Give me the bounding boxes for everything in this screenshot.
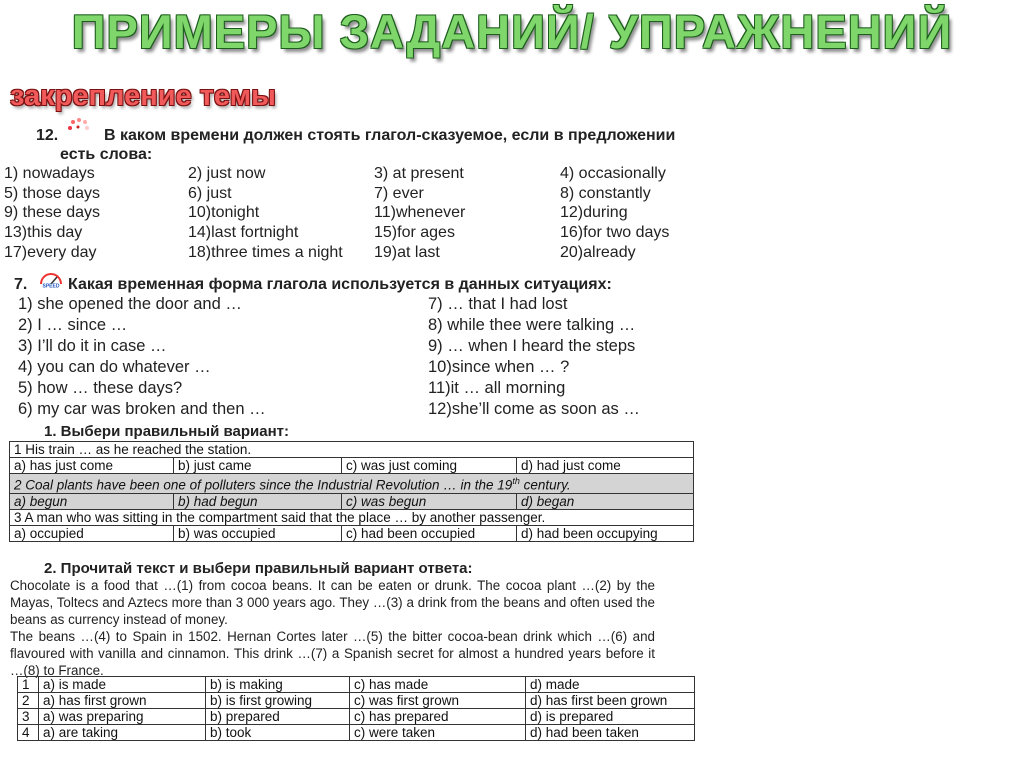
row-number: 4 xyxy=(18,725,39,741)
task12-number: 12. xyxy=(36,127,59,144)
list-item: 10)tonight xyxy=(188,204,260,221)
list-item: 11)it … all morning xyxy=(428,379,566,397)
list-item: 2) just now xyxy=(188,165,266,182)
list-item: 15)for ages xyxy=(374,224,455,241)
option-cell[interactable]: d) is prepared xyxy=(526,709,695,725)
option-cell[interactable]: b) took xyxy=(206,725,350,741)
option-cell[interactable]: d) had been occupying xyxy=(517,525,694,541)
row-number: 1 xyxy=(18,677,39,693)
option-cell[interactable]: a) begun xyxy=(10,493,174,509)
table-row xyxy=(10,442,694,458)
dots-loader-icon xyxy=(64,116,92,136)
table-row xyxy=(18,693,695,709)
option-cell[interactable]: b) is making xyxy=(206,677,350,693)
list-item: 14)last fortnight xyxy=(188,224,299,241)
list-item: 3) at present xyxy=(374,165,464,182)
question-cell: 3 A man who was sitting in the compartment said that the place … by another passenger. xyxy=(10,509,694,525)
list-item: 5) those days xyxy=(4,185,101,202)
list-item: 4) you can do whatever … xyxy=(18,358,211,376)
exercise2-table xyxy=(17,676,695,741)
exercise2-heading: 2. Прочитай текст и выбери правильный вариант ответа: xyxy=(44,560,473,577)
question-cell: 2 Coal plants have been one of polluters since the Industrial Revolution … in the 19th century. xyxy=(10,474,694,494)
list-item: 10)since when … ? xyxy=(428,358,570,376)
list-item: 3) I’ll do it in case … xyxy=(18,337,167,355)
option-cell[interactable]: d) has first been grown xyxy=(526,693,695,709)
list-item: 8) constantly xyxy=(560,185,651,202)
table-row xyxy=(10,458,694,474)
option-cell[interactable]: b) is first growing xyxy=(206,693,350,709)
list-item: 16)for two days xyxy=(560,224,670,241)
row-number: 3 xyxy=(18,709,39,725)
list-item: 6) just xyxy=(188,185,232,202)
list-item: 12)during xyxy=(560,204,628,221)
option-cell[interactable]: d) made xyxy=(526,677,695,693)
list-item: 6) my car was broken and then … xyxy=(18,400,266,418)
option-cell[interactable]: c) were taken xyxy=(350,725,526,741)
list-item: 5) how … these days? xyxy=(18,379,183,397)
list-item: 11)whenever xyxy=(374,204,466,221)
option-cell[interactable]: c) has made xyxy=(350,677,526,693)
list-item: 9) these days xyxy=(4,204,101,221)
exercise1-table xyxy=(9,441,694,542)
list-item: 7) … that I had lost xyxy=(428,295,568,313)
option-cell[interactable]: c) was just coming xyxy=(342,458,517,474)
option-cell[interactable]: a) occupied xyxy=(10,525,174,541)
option-cell[interactable]: c) has prepared xyxy=(350,709,526,725)
list-item: 19)at last xyxy=(374,244,440,261)
table-row xyxy=(18,677,695,693)
exercise2-paragraph-1: Chocolate is a food that …(1) from cocoa beans. It can be eaten or drunk. The cocoa plant …(2) by the Mayas, Toltecs and Aztecs more than 3 000 years ago. They …(3) a drink from the beans and often used the beans as currency instead of money. xyxy=(10,578,655,628)
list-item: 1) she opened the door and … xyxy=(18,295,242,313)
option-cell[interactable]: d) began xyxy=(517,493,694,509)
option-cell[interactable]: b) had begun xyxy=(174,493,342,509)
option-cell[interactable]: d) had been taken xyxy=(526,725,695,741)
page-title: ПРИМЕРЫ ЗАДАНИЙ/ УПРАЖНЕНИЙ xyxy=(71,5,953,58)
list-item: 1) nowadays xyxy=(4,165,95,182)
task7-question: Какая временная форма глагола используется в данных ситуациях: xyxy=(68,276,612,293)
table-row xyxy=(18,709,695,725)
page-subtitle: закрепление темы xyxy=(10,80,276,112)
list-item: 7) ever xyxy=(374,185,424,202)
option-cell[interactable]: b) was occupied xyxy=(174,525,342,541)
option-cell[interactable]: a) was preparing xyxy=(39,709,206,725)
list-item: 18)three times a night xyxy=(188,244,343,261)
question-cell: 1 His train … as he reached the station. xyxy=(10,442,694,458)
option-cell[interactable]: a) is made xyxy=(39,677,206,693)
table-row xyxy=(18,725,695,741)
option-cell[interactable]: b) just came xyxy=(174,458,342,474)
svg-text:SPEED: SPEED xyxy=(42,283,60,288)
speed-gauge-icon xyxy=(38,270,64,288)
option-cell[interactable]: b) prepared xyxy=(206,709,350,725)
option-cell[interactable]: c) was first grown xyxy=(350,693,526,709)
option-cell[interactable]: c) had been occupied xyxy=(342,525,517,541)
list-item: 20)already xyxy=(560,244,636,261)
list-item: 2) I … since … xyxy=(18,316,128,334)
task7-number: 7. xyxy=(14,276,28,293)
list-item: 12)she’ll come as soon as … xyxy=(428,400,640,418)
list-item: 17)every day xyxy=(4,244,97,261)
exercise2-paragraph-2: The beans …(4) to Spain in 1502. Hernan Cortes later …(5) the bitter cocoa-bean drink which …(6) and flavoured with vanilla and cinnamon. This drink …(7) a Spanish secret for almost a hundred years before it …(8) to France. xyxy=(10,629,655,679)
option-cell[interactable]: a) are taking xyxy=(39,725,206,741)
row-number: 2 xyxy=(18,693,39,709)
list-item: 4) occasionally xyxy=(560,165,666,182)
table-row xyxy=(10,493,694,509)
list-item: 8) while thee were talking … xyxy=(428,316,636,334)
exercise1-heading: 1. Выбери правильный вариант: xyxy=(44,423,289,440)
option-cell[interactable]: a) has first grown xyxy=(39,693,206,709)
list-item: 13)this day xyxy=(4,224,83,241)
task12-question: В каком времени должен стоять глагол-сказуемое, если в предложении xyxy=(104,127,676,144)
list-item: 9) … when I heard the steps xyxy=(428,337,636,355)
option-cell[interactable]: c) was begun xyxy=(342,493,517,509)
option-cell[interactable]: d) had just come xyxy=(517,458,694,474)
table-row xyxy=(10,509,694,525)
table-row xyxy=(10,525,694,541)
table-row xyxy=(10,474,694,494)
task12-question-cont: есть слова: xyxy=(60,146,153,163)
option-cell[interactable]: a) has just come xyxy=(10,458,174,474)
